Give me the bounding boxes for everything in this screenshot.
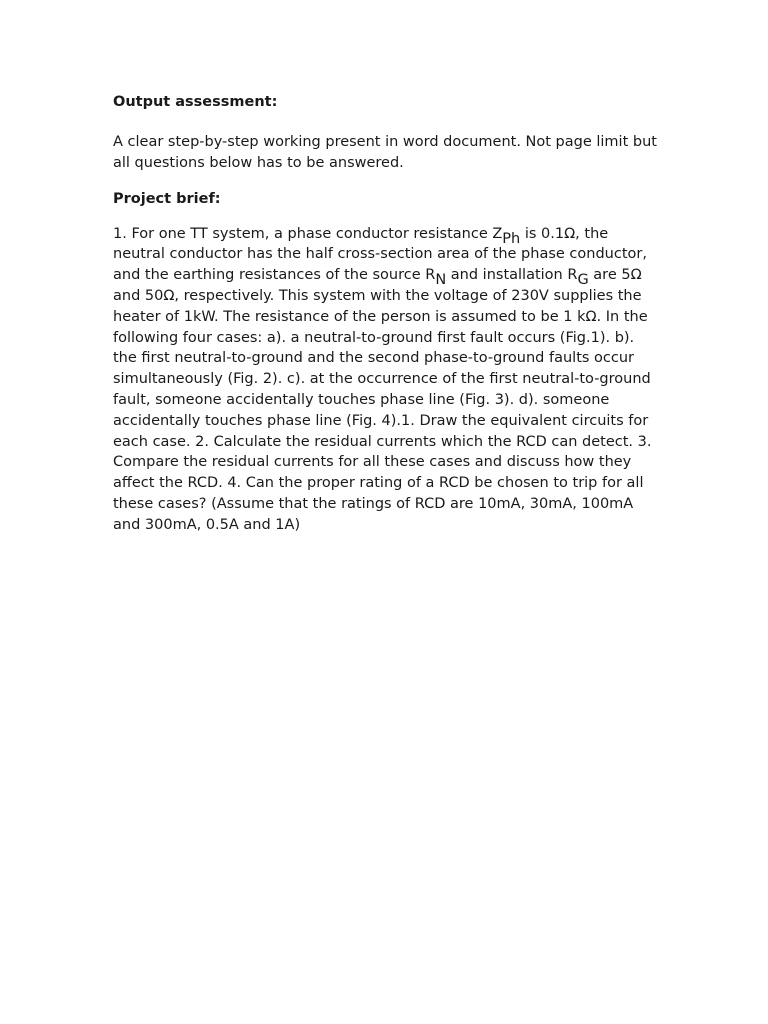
output-assessment-text: A clear step-by-step working present in word document. Not page limit but all questions below has to be answered. (113, 134, 657, 171)
project-brief-text (113, 224, 658, 536)
subscript-ph: Ph (502, 230, 521, 247)
subscript-n: N (435, 272, 447, 289)
subscript-g: G (577, 272, 589, 289)
brief-text-part-1: 1. For one TT system, a phase conductor resistance Z (113, 225, 503, 242)
output-assessment-heading: Output assessment: (113, 94, 278, 110)
brief-text-part-3: and installation R (446, 267, 578, 284)
brief-text-part-4: are 5Ω and 50Ω, respectively. This system with the voltage of 230V supplies the heater of 1kW. The resistance of the person is assumed to be 1 kΩ. In the following four cases: a). a neutral-to-ground first fault occurs (Fig.1). b). the first neutral-to-ground and the second phase-to-ground faults occur simultaneously (Fig. 2). c). at the occurrence of the first neutral-to-ground fault, someone accidentally touches phase line (Fig. 3). d). someone accidentally touches phase line (Fig. 4).1. Draw the equivalent circuits for each case. 2. Calculate the residual currents which the RCD can detect. 3. Compare the residual currents for all these cases and discuss how they affect the RCD. 4. Can the proper rating of a RCD be chosen to trip for all these cases? (Assume that the ratings of RCD are 10mA, 30mA, 100mA and 300mA, 0.5A and 1A) (113, 267, 652, 533)
project-brief-heading: Project brief: (113, 190, 221, 207)
document-page (113, 92, 658, 536)
brief-text-part-2: is 0.1Ω, the neutral conductor has the half cross-section area of the phase conductor, and the earthing resistances of the source R (113, 225, 647, 284)
